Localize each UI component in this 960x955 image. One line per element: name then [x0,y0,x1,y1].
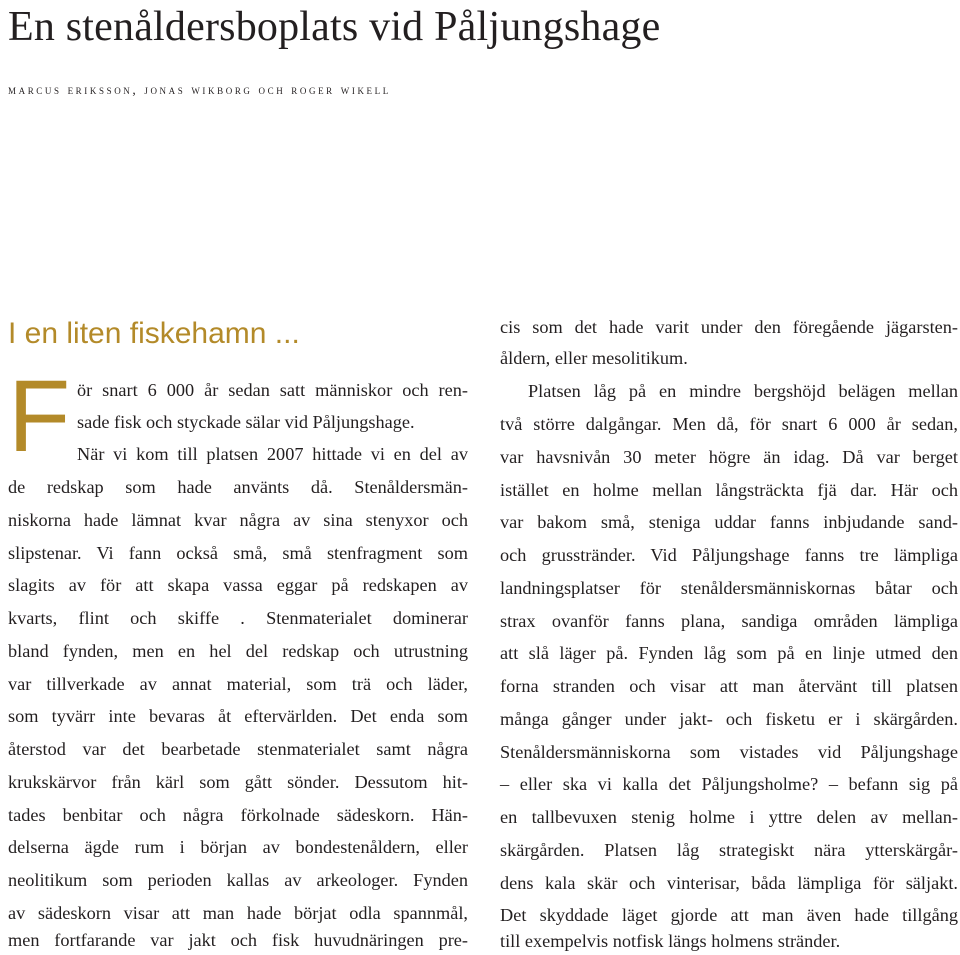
right-column-line: skärgården. Platsen låg strategiskt nära ytterskärgår- [500,840,958,860]
right-column-line: många gånger under jakt- och fisketu er i skärgården. [500,709,958,729]
left-column-line: delserna ägde rum i början av bondestenåldern, eller [8,837,468,857]
right-column-line: till exempelvis notfisk längs holmens stränder. [500,931,841,951]
right-column-line: att slå läger på. Fynden låg som på en linje utmed den [500,643,958,663]
left-column-line: slipstenar. Vi fann också små, små stenfragment som [8,543,468,563]
left-column-line: återstod var det bearbetade stenmaterialet samt några [8,739,468,759]
left-column-line: krukskärvor från kärl som gått sönder. Dessutom hit- [8,772,468,792]
article-title: En stenåldersboplats vid Påljungshage [8,4,661,50]
article-authors: marcus eriksson, jonas wikborg och roger wikell [8,82,391,97]
right-column-line: en tallbevuxen stenig holme i yttre delen av mellan- [500,807,958,827]
drop-cap: F [8,359,71,473]
right-column-line: två större dalgångar. Men då, för snart 6 000 år sedan, [500,414,958,434]
right-column-line: Platsen låg på en mindre bergshöjd belägen mellan [528,381,958,401]
right-column-line: Det skyddade läget gjorde att man även hade tillgång [500,905,958,925]
left-column-line: som tyvärr inte bevaras åt eftervärlden. Det enda som [8,706,468,726]
left-column-line: slagits av för att skapa vassa eggar på redskapen av [8,575,468,595]
right-column-line: istället en holme mellan långsträckta fjä dar. Här och [500,480,958,500]
right-column-line: Stenåldersmänniskorna som vistades vid Påljungshage [500,742,958,762]
left-column-line: ör snart 6 000 år sedan satt människor och ren- [77,380,468,400]
right-column-line: forna stranden och visar att man återvänt till platsen [500,676,958,696]
right-column-line: var bakom små, steniga uddar fanns inbjudande sand- [500,512,958,532]
right-column-line: cis som det hade varit under den föregående jägarsten- [500,317,958,337]
right-column-line: var havsnivån 30 meter högre än idag. Då var berget [500,447,958,467]
left-column-line: niskorna hade lämnat kvar några av sina stenyxor och [8,510,468,530]
right-column-line: landningsplatser för stenåldersmänniskornas båtar och [500,578,958,598]
right-column-line: strax ovanför fanns plana, sandiga områden lämpliga [500,611,958,631]
right-column-line: åldern, eller mesolitikum. [500,348,688,368]
left-column-line: tades benbitar och några förkolnade sädeskorn. Hän- [8,805,468,825]
left-column-line: bland fynden, men en hel del redskap och utrustning [8,641,468,661]
left-column-line: När vi kom till platsen 2007 hittade vi en del av [77,444,468,464]
right-column-line: dens kala skär och vinterisar, båda lämpliga för säljakt. [500,873,958,893]
left-column-line: var tillverkade av annat material, som trä och läder, [8,674,468,694]
section-heading: I en liten fiskehamn ... [8,317,300,350]
left-column-line: av sädeskorn visar att man hade börjat odla spannmål, [8,903,468,923]
right-column-line: – eller ska vi kalla det Påljungsholme? – befann sig på [500,774,958,794]
left-column-line: neolitikum som perioden kallas av arkeologer. Fynden [8,870,468,890]
left-column-line: de redskap som hade använts då. Stenåldersmän- [8,477,468,497]
left-column-line: sade fisk och styckade sälar vid Påljungshage. [77,412,415,432]
left-column-line: kvarts, flint och skiffe . Stenmaterialet dominerar [8,608,468,628]
left-column-line: men fortfarande var jakt och fisk huvudnäringen pre- [8,930,468,950]
right-column-line: och grusstränder. Vid Påljungshage fanns tre lämpliga [500,545,958,565]
